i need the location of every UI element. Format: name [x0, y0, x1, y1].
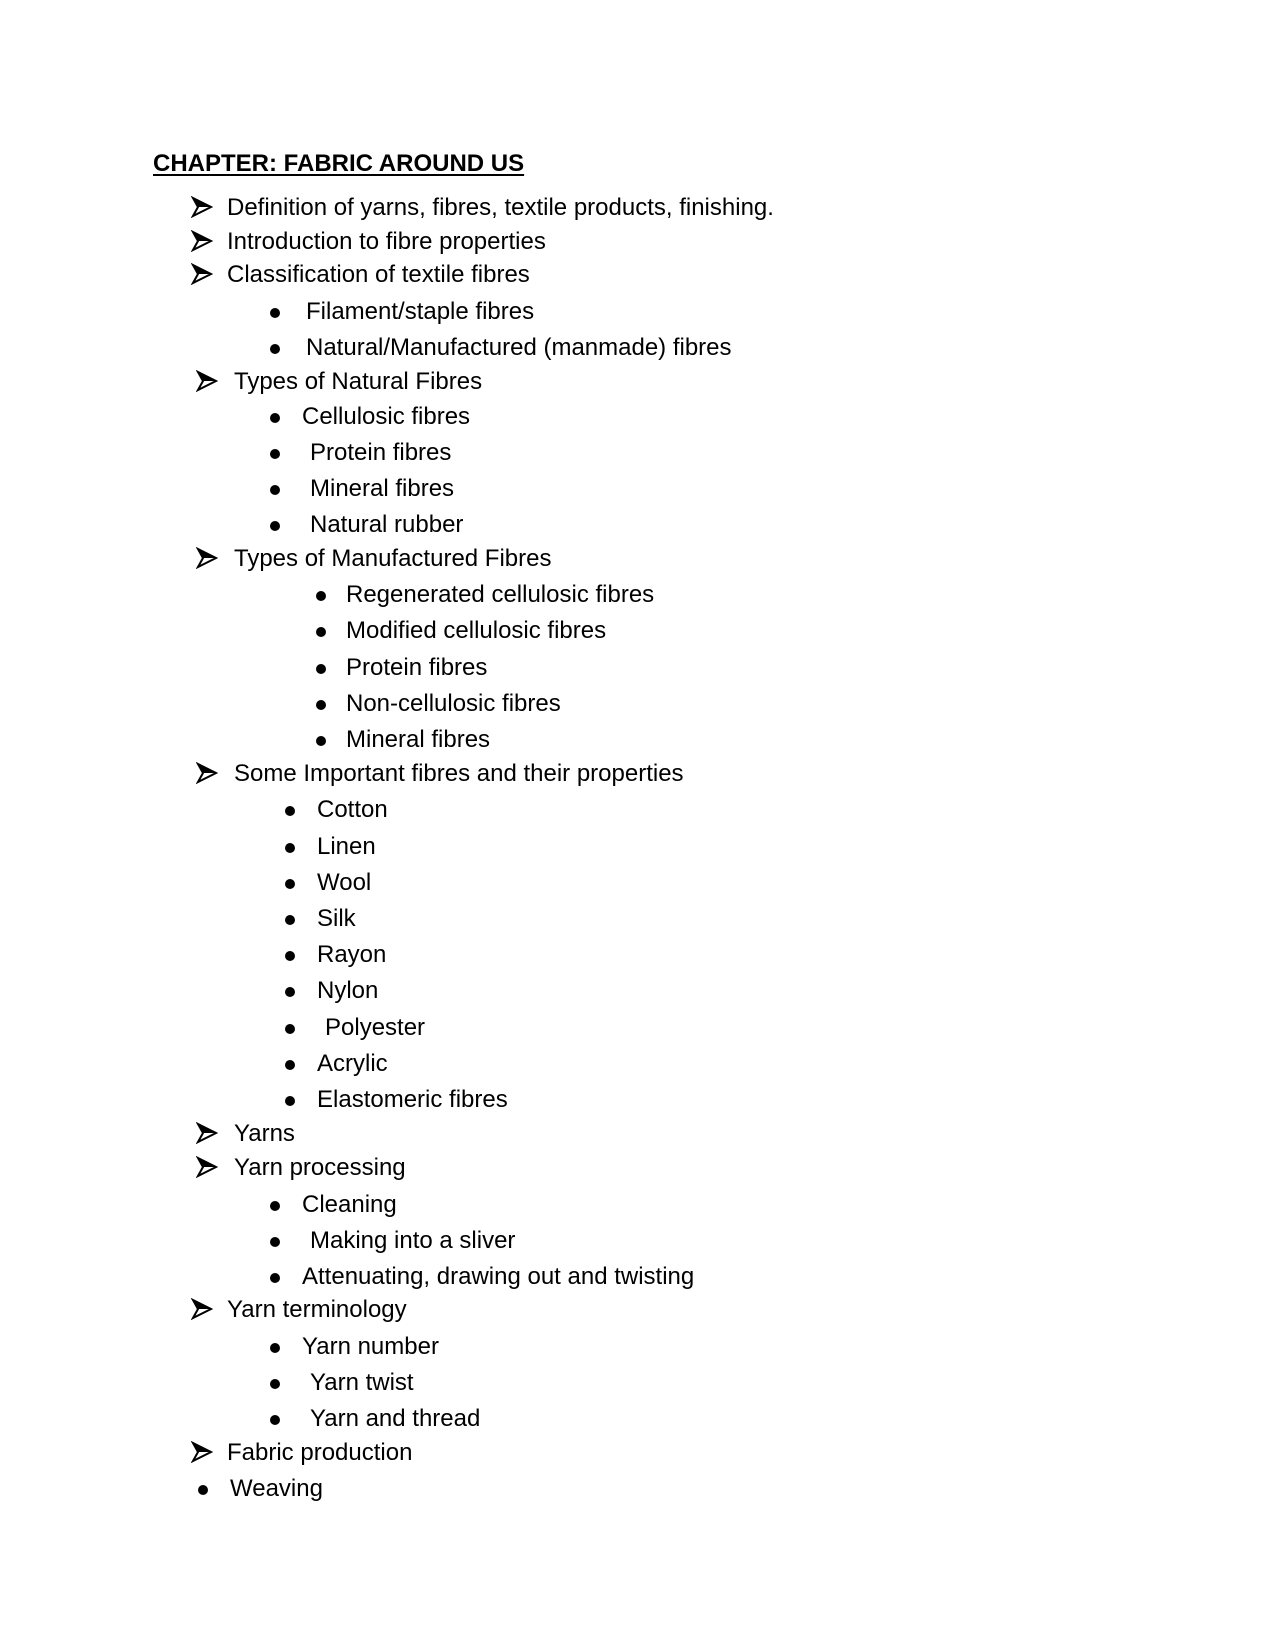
outline-item-text: Acrylic	[317, 1050, 388, 1077]
round-bullet-icon	[285, 1085, 295, 1115]
outline-item-text: Modified cellulosic fibres	[346, 617, 607, 644]
outline-heading-item	[234, 1119, 295, 1149]
round-bullet-icon	[270, 1332, 280, 1362]
outline-bullet-item	[325, 1013, 425, 1043]
round-bullet-icon	[285, 1013, 295, 1043]
arrow-bullet-icon	[191, 1438, 213, 1468]
outline-item-text: Yarn terminology	[227, 1296, 407, 1323]
outline-bullet-item	[310, 1404, 480, 1434]
outline-heading-item	[227, 1438, 412, 1468]
outline-bullet-item	[346, 689, 561, 719]
round-bullet-icon	[270, 1262, 280, 1292]
outline-bullet-item	[310, 1226, 515, 1256]
outline-bullet-item	[306, 297, 534, 327]
outline-bullet-item	[317, 904, 356, 934]
round-bullet-icon	[316, 580, 326, 610]
outline-item-text: Classification of textile fibres	[227, 261, 530, 288]
outline-item-text: Protein fibres	[346, 654, 488, 681]
outline-item-text: Regenerated cellulosic fibres	[346, 581, 655, 608]
arrow-bullet-icon	[196, 544, 218, 574]
outline-item-text: Elastomeric fibres	[317, 1086, 508, 1113]
arrow-bullet-icon	[196, 759, 218, 789]
outline-bullet-item	[317, 868, 371, 898]
round-bullet-icon	[270, 510, 280, 540]
outline-bullet-item	[346, 725, 490, 755]
outline-heading-item	[234, 367, 482, 397]
outline-bullet-item	[346, 653, 487, 683]
arrow-bullet-icon	[196, 1119, 218, 1149]
round-bullet-icon	[270, 1226, 280, 1256]
outline-item-text: Some Important fibres and their properties	[234, 760, 684, 787]
outline-item-text: Rayon	[317, 941, 387, 968]
outline-bullet-item	[310, 510, 463, 540]
round-bullet-icon	[285, 795, 295, 825]
outline-bullet-item	[302, 1332, 439, 1362]
outline-item-text: Cellulosic fibres	[302, 403, 471, 430]
outline-bullet-item	[310, 474, 454, 504]
round-bullet-icon	[270, 1190, 280, 1220]
outline-bullet-item	[346, 580, 654, 610]
outline-item-text: Cleaning	[302, 1191, 397, 1218]
outline-item-text: Mineral fibres	[310, 475, 455, 502]
arrow-bullet-icon	[191, 227, 213, 257]
outline-bullet-item	[230, 1474, 323, 1504]
outline-item-text: Natural/Manufactured (manmade) fibres	[306, 334, 732, 361]
round-bullet-icon	[316, 653, 326, 683]
outline-item-text: Nylon	[317, 977, 379, 1004]
outline-item-text: Making into a sliver	[310, 1227, 516, 1254]
round-bullet-icon	[285, 976, 295, 1006]
outline-item-text: Protein fibres	[310, 439, 452, 466]
outline-item-text: Mineral fibres	[346, 726, 491, 753]
round-bullet-icon	[270, 1368, 280, 1398]
round-bullet-icon	[316, 689, 326, 719]
outline-item-text: Weaving	[230, 1475, 323, 1502]
page-title: CHAPTER: FABRIC AROUND US	[153, 150, 525, 177]
outline-bullet-item	[346, 616, 606, 646]
outline-item-text: Definition of yarns, fibres, textile products, finishing.	[227, 194, 774, 221]
outline-bullet-item	[302, 1262, 694, 1292]
round-bullet-icon	[316, 616, 326, 646]
round-bullet-icon	[270, 438, 280, 468]
outline-item-text: Fabric production	[227, 1439, 413, 1466]
round-bullet-icon	[270, 297, 280, 327]
outline-item-text: Filament/staple fibres	[306, 298, 535, 325]
arrow-bullet-icon	[196, 1153, 218, 1183]
outline-item-text: Yarn and thread	[310, 1405, 481, 1432]
round-bullet-icon	[270, 333, 280, 363]
outline-item-text: Non-cellulosic fibres	[346, 690, 561, 717]
outline-bullet-item	[317, 832, 376, 862]
outline-bullet-item	[317, 976, 378, 1006]
outline-item-text: Yarn processing	[234, 1154, 406, 1181]
round-bullet-icon	[285, 940, 295, 970]
round-bullet-icon	[270, 402, 280, 432]
outline-heading-item	[227, 1295, 407, 1325]
outline-heading-item	[227, 227, 546, 257]
outline-item-text: Yarn number	[302, 1333, 439, 1360]
outline-bullet-item	[302, 402, 470, 432]
round-bullet-icon	[285, 868, 295, 898]
outline-bullet-item	[317, 795, 388, 825]
outline-item-text: Natural rubber	[310, 511, 464, 538]
outline-heading-item	[227, 193, 774, 223]
outline-heading-item	[234, 759, 684, 789]
round-bullet-icon	[198, 1474, 208, 1504]
arrow-bullet-icon	[191, 193, 213, 223]
outline-bullet-item	[302, 1190, 397, 1220]
outline-item-text: Yarns	[234, 1120, 295, 1147]
outline-heading-item	[227, 260, 530, 290]
outline-item-text: Types of Manufactured Fibres	[234, 545, 552, 572]
round-bullet-icon	[270, 474, 280, 504]
arrow-bullet-icon	[191, 260, 213, 290]
outline-item-text: Attenuating, drawing out and twisting	[302, 1263, 695, 1290]
outline-bullet-item	[317, 1049, 388, 1079]
outline-heading-item	[234, 1153, 406, 1183]
round-bullet-icon	[285, 832, 295, 862]
outline-item-text: Polyester	[325, 1014, 426, 1041]
outline-item-text: Linen	[317, 833, 376, 860]
outline-bullet-item	[310, 438, 451, 468]
arrow-bullet-icon	[196, 367, 218, 397]
outline-item-text: Silk	[317, 905, 356, 932]
round-bullet-icon	[285, 904, 295, 934]
outline-item-text: Wool	[317, 869, 372, 896]
round-bullet-icon	[285, 1049, 295, 1079]
round-bullet-icon	[316, 725, 326, 755]
outline-heading-item	[234, 544, 551, 574]
outline-bullet-item	[317, 940, 386, 970]
outline-item-text: Introduction to fibre properties	[227, 228, 546, 255]
outline-bullet-item	[310, 1368, 414, 1398]
outline-item-text: Yarn twist	[310, 1369, 414, 1396]
round-bullet-icon	[270, 1404, 280, 1434]
outline-item-text: Types of Natural Fibres	[234, 368, 483, 395]
arrow-bullet-icon	[191, 1295, 213, 1325]
outline-bullet-item	[317, 1085, 508, 1115]
outline-bullet-item	[306, 333, 732, 363]
outline-item-text: Cotton	[317, 796, 388, 823]
